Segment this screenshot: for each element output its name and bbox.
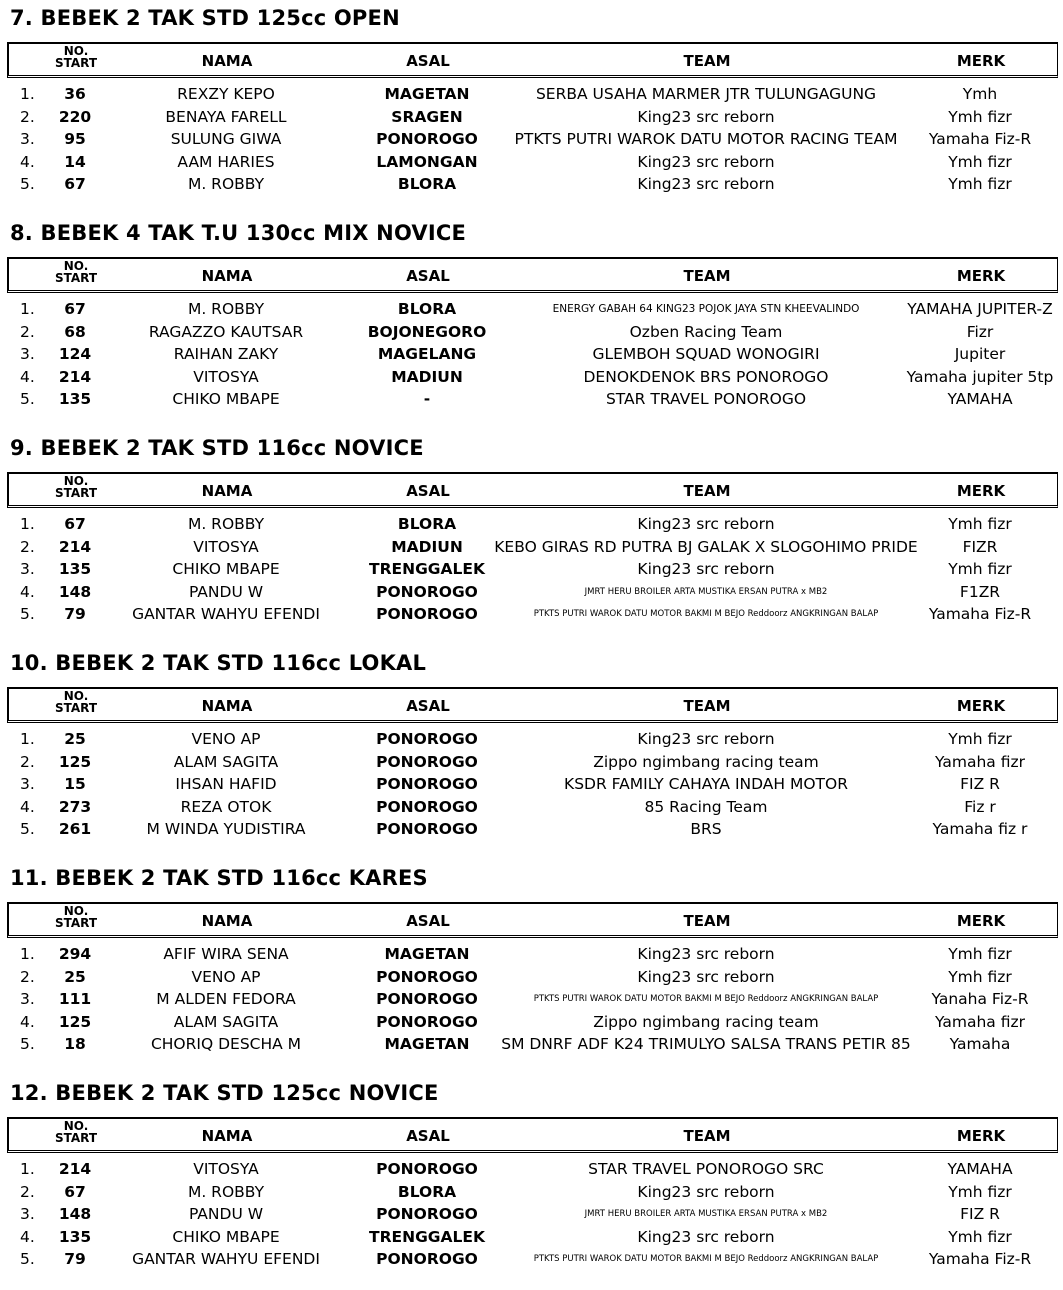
- cell-nama: M. ROBBY: [187, 300, 265, 318]
- table-row: [0, 966, 1063, 988]
- cell-nama: CHIKO MBAPE: [172, 560, 280, 579]
- cell-team: Ozben Racing Team: [629, 322, 783, 341]
- cell-asal: TRENGGALEK: [369, 1227, 485, 1246]
- table-header: [7, 687, 1058, 723]
- cell-nama: REZA OTOK: [180, 797, 272, 816]
- table-row: [0, 558, 1063, 580]
- table-row: [0, 388, 1063, 410]
- header-asal: ASAL: [406, 697, 450, 715]
- row-index: 2.: [20, 967, 35, 986]
- table-row: [0, 151, 1063, 173]
- cell-asal: -: [423, 390, 431, 409]
- header-no-start: NO. START: [54, 474, 98, 500]
- race-class-section: [0, 0, 1063, 215]
- cell-team: 85 Racing Team: [644, 797, 768, 816]
- cell-nama: SULUNG GIWA: [170, 130, 282, 149]
- row-index: 5.: [20, 1035, 35, 1054]
- row-index: 5.: [20, 1250, 35, 1269]
- table-header: [7, 902, 1058, 938]
- cell-team: King23 src reborn: [637, 152, 775, 171]
- cell-no: 111: [58, 990, 92, 1009]
- row-index: 3.: [20, 560, 35, 579]
- cell-team: STAR TRAVEL PONOROGO SRC: [588, 1160, 824, 1178]
- table-row: [0, 1181, 1063, 1203]
- cell-no: 14: [64, 152, 86, 171]
- class-title: 12. BEBEK 2 TAK STD 125cc NOVICE: [10, 1081, 439, 1105]
- row-index: 4.: [20, 367, 35, 386]
- cell-merk: Yanaha Fiz-R: [931, 990, 1029, 1009]
- cell-merk: YAMAHA: [947, 390, 1013, 409]
- cell-no: 273: [58, 797, 92, 816]
- table-row: [0, 581, 1063, 603]
- cell-asal: BLORA: [397, 175, 457, 194]
- cell-merk: Yamaha Fiz-R: [928, 1250, 1032, 1269]
- cell-nama: CHIKO MBAPE: [172, 1227, 280, 1246]
- cell-nama: AAM HARIES: [177, 152, 275, 171]
- cell-team: JMRT HERU BROILER ARTA MUSTIKA ERSAN PUTRA x MB2: [584, 586, 828, 597]
- cell-merk: Yamaha Fiz-R: [928, 605, 1032, 624]
- cell-no: 124: [58, 345, 92, 364]
- cell-no: 79: [64, 1250, 86, 1269]
- row-index: 5.: [20, 175, 35, 194]
- cell-team: King23 src reborn: [637, 967, 775, 986]
- header-nama: NAMA: [201, 52, 253, 70]
- cell-merk: Yamaha jupiter 5tp: [906, 367, 1054, 386]
- cell-team: PTKTS PUTRI WAROK DATU MOTOR BAKMI M BEJO Reddoorz ANGKRINGAN BALAP: [533, 994, 879, 1005]
- cell-asal: MAGETAN: [384, 85, 470, 103]
- table-row: [0, 1203, 1063, 1225]
- row-index: 2.: [20, 752, 35, 771]
- table-header: [7, 1117, 1058, 1153]
- cell-team: KEBO GIRAS RD PUTRA BJ GALAK X SLOGOHIMO PRIDE: [494, 537, 918, 556]
- table-row: [0, 536, 1063, 558]
- class-title: 11. BEBEK 2 TAK STD 116cc KARES: [10, 866, 428, 890]
- class-title: 9. BEBEK 2 TAK STD 116cc NOVICE: [10, 436, 424, 460]
- cell-merk: Yamaha fiz r: [932, 820, 1028, 839]
- cell-asal: SRAGEN: [391, 107, 463, 126]
- cell-no: 67: [64, 175, 86, 194]
- race-class-section: [0, 860, 1063, 1075]
- table-row: [0, 818, 1063, 840]
- cell-merk: FIZ R: [960, 1205, 1000, 1224]
- cell-team: King23 src reborn: [637, 1182, 775, 1201]
- cell-nama: RAIHAN ZAKY: [173, 345, 279, 364]
- cell-asal: PONOROGO: [376, 752, 478, 771]
- cell-asal: LAMONGAN: [376, 152, 478, 171]
- cell-nama: RAGAZZO KAUTSAR: [148, 322, 304, 341]
- header-merk: MERK: [956, 697, 1006, 715]
- cell-asal: PONOROGO: [376, 605, 478, 624]
- cell-nama: VITOSYA: [193, 537, 259, 556]
- cell-no: 25: [64, 967, 86, 986]
- header-no-start: NO. START: [54, 44, 98, 70]
- row-index: 1.: [20, 515, 35, 533]
- cell-team: PTKTS PUTRI WAROK DATU MOTOR BAKMI M BEJO Reddoorz ANGKRINGAN BALAP: [533, 609, 879, 620]
- cell-merk: FIZ R: [960, 775, 1000, 794]
- header-asal: ASAL: [406, 267, 450, 285]
- cell-merk: Fiz r: [964, 797, 996, 816]
- header-no-start: NO. START: [54, 1119, 98, 1145]
- cell-no: 125: [58, 752, 92, 771]
- race-class-section: [0, 215, 1063, 430]
- cell-merk: Ymh fizr: [948, 967, 1012, 986]
- cell-merk: Yamaha Fiz-R: [928, 130, 1032, 149]
- header-merk: MERK: [956, 267, 1006, 285]
- header-merk: MERK: [956, 1127, 1006, 1145]
- race-class-section: [0, 1075, 1063, 1290]
- header-nama: NAMA: [201, 267, 253, 285]
- header-no-start: NO. START: [54, 904, 98, 930]
- cell-nama: REXZY KEPO: [177, 85, 275, 103]
- cell-merk: Yamaha fizr: [935, 752, 1025, 771]
- header-team: TEAM: [683, 482, 731, 500]
- cell-team: KSDR FAMILY CAHAYA INDAH MOTOR: [564, 775, 848, 794]
- race-class-section: [0, 645, 1063, 860]
- cell-no: 148: [58, 582, 92, 601]
- row-index: 1.: [20, 1160, 35, 1178]
- cell-merk: Ymh fizr: [948, 560, 1012, 579]
- table-row: [0, 796, 1063, 818]
- row-index: 5.: [20, 390, 35, 409]
- header-nama: NAMA: [201, 697, 253, 715]
- header-team: TEAM: [683, 912, 731, 930]
- cell-team: King23 src reborn: [637, 730, 775, 748]
- table-row: [0, 603, 1063, 625]
- cell-asal: BOJONEGORO: [367, 322, 487, 341]
- cell-nama: M ALDEN FEDORA: [156, 990, 296, 1009]
- header-team: TEAM: [683, 267, 731, 285]
- cell-asal: TRENGGALEK: [369, 560, 485, 579]
- cell-asal: PONOROGO: [376, 990, 478, 1009]
- table-row: [0, 343, 1063, 365]
- cell-merk: Yamaha: [949, 1035, 1011, 1054]
- cell-no: 68: [64, 322, 86, 341]
- table-row: [0, 298, 1063, 320]
- row-index: 4.: [20, 582, 35, 601]
- header-asal: ASAL: [406, 912, 450, 930]
- class-title: 7. BEBEK 2 TAK STD 125cc OPEN: [10, 6, 400, 30]
- cell-no: 214: [58, 367, 92, 386]
- table-row: [0, 173, 1063, 195]
- cell-asal: MAGETAN: [384, 1035, 470, 1054]
- cell-merk: Yamaha fizr: [935, 1012, 1025, 1031]
- cell-no: 220: [58, 107, 92, 126]
- cell-no: 294: [58, 945, 92, 963]
- cell-merk: Ymh fizr: [948, 152, 1012, 171]
- table-row: [0, 128, 1063, 150]
- table-row: [0, 83, 1063, 105]
- table-row: [0, 943, 1063, 965]
- cell-no: 25: [64, 730, 86, 748]
- cell-asal: PONOROGO: [376, 582, 478, 601]
- cell-team: DENOKDENOK BRS PONOROGO: [583, 367, 829, 386]
- cell-no: 18: [64, 1035, 86, 1054]
- table-row: [0, 366, 1063, 388]
- row-index: 2.: [20, 107, 35, 126]
- cell-team: King23 src reborn: [637, 560, 775, 579]
- header-merk: MERK: [956, 52, 1006, 70]
- cell-merk: F1ZR: [959, 582, 1001, 601]
- cell-merk: Ymh fizr: [948, 175, 1012, 194]
- table-row: [0, 106, 1063, 128]
- cell-nama: VENO AP: [191, 730, 261, 748]
- row-index: 4.: [20, 797, 35, 816]
- cell-team: Zippo ngimbang racing team: [593, 1012, 819, 1031]
- cell-no: 67: [64, 300, 86, 318]
- class-title: 8. BEBEK 4 TAK T.U 130cc MIX NOVICE: [10, 221, 467, 245]
- row-index: 3.: [20, 130, 35, 149]
- row-index: 4.: [20, 1227, 35, 1246]
- table-row: [0, 988, 1063, 1010]
- cell-asal: PONOROGO: [376, 1012, 478, 1031]
- cell-asal: PONOROGO: [376, 797, 478, 816]
- cell-asal: PONOROGO: [376, 1160, 478, 1178]
- cell-nama: GANTAR WAHYU EFENDI: [132, 605, 320, 624]
- cell-nama: ALAM SAGITA: [173, 1012, 279, 1031]
- cell-asal: PONOROGO: [376, 1250, 478, 1269]
- cell-nama: M. ROBBY: [187, 515, 265, 533]
- table-row: [0, 513, 1063, 535]
- cell-asal: PONOROGO: [376, 730, 478, 748]
- row-index: 2.: [20, 1182, 35, 1201]
- cell-no: 214: [58, 1160, 92, 1178]
- cell-team: PTKTS PUTRI WAROK DATU MOTOR RACING TEAM: [514, 130, 898, 149]
- header-asal: ASAL: [406, 482, 450, 500]
- cell-merk: Ymh fizr: [948, 515, 1012, 533]
- row-index: 1.: [20, 945, 35, 963]
- cell-asal: BLORA: [397, 515, 457, 533]
- cell-team: SERBA USAHA MARMER JTR TULUNGAGUNG: [535, 85, 877, 103]
- table-row: [0, 751, 1063, 773]
- row-index: 2.: [20, 322, 35, 341]
- cell-nama: IHSAN HAFID: [175, 775, 277, 794]
- cell-no: 261: [58, 820, 92, 839]
- row-index: 4.: [20, 1012, 35, 1031]
- cell-nama: CHIKO MBAPE: [172, 390, 280, 409]
- cell-asal: PONOROGO: [376, 967, 478, 986]
- cell-nama: ALAM SAGITA: [173, 752, 279, 771]
- header-team: TEAM: [683, 52, 731, 70]
- cell-asal: PONOROGO: [376, 820, 478, 839]
- row-index: 4.: [20, 152, 35, 171]
- cell-nama: BENAYA FARELL: [165, 107, 287, 126]
- cell-team: King23 src reborn: [637, 1227, 775, 1246]
- table-header: [7, 472, 1058, 508]
- cell-merk: Ymh: [962, 85, 998, 103]
- cell-merk: FIZR: [962, 537, 998, 556]
- table-row: [0, 1033, 1063, 1055]
- cell-no: 67: [64, 1182, 86, 1201]
- cell-nama: VENO AP: [191, 967, 261, 986]
- row-index: 5.: [20, 820, 35, 839]
- cell-team: Zippo ngimbang racing team: [593, 752, 819, 771]
- header-merk: MERK: [956, 482, 1006, 500]
- cell-team: King23 src reborn: [637, 945, 775, 963]
- cell-no: 95: [64, 130, 86, 149]
- cell-asal: MAGELANG: [377, 345, 477, 364]
- cell-team: King23 src reborn: [637, 107, 775, 126]
- row-index: 3.: [20, 990, 35, 1009]
- cell-team: King23 src reborn: [637, 175, 775, 194]
- row-index: 3.: [20, 1205, 35, 1224]
- row-index: 2.: [20, 537, 35, 556]
- cell-merk: Ymh fizr: [948, 1227, 1012, 1246]
- cell-merk: YAMAHA: [947, 1160, 1013, 1178]
- cell-asal: PONOROGO: [376, 775, 478, 794]
- cell-no: 36: [64, 85, 86, 103]
- cell-merk: Fizr: [966, 322, 994, 341]
- cell-nama: PANDU W: [188, 582, 264, 601]
- row-index: 1.: [20, 85, 35, 103]
- row-index: 3.: [20, 775, 35, 794]
- header-asal: ASAL: [406, 1127, 450, 1145]
- cell-nama: VITOSYA: [193, 1160, 259, 1178]
- header-nama: NAMA: [201, 482, 253, 500]
- cell-team: SM DNRF ADF K24 TRIMULYO SALSA TRANS PETIR 85: [501, 1035, 911, 1054]
- cell-nama: M WINDA YUDISTIRA: [146, 820, 306, 839]
- cell-no: 135: [58, 1227, 92, 1246]
- cell-no: 135: [58, 390, 92, 409]
- cell-no: 135: [58, 560, 92, 579]
- cell-merk: YAMAHA JUPITER-Z: [907, 300, 1053, 318]
- cell-nama: GANTAR WAHYU EFENDI: [132, 1250, 320, 1269]
- table-row: [0, 321, 1063, 343]
- cell-no: 148: [58, 1205, 92, 1224]
- cell-asal: PONOROGO: [376, 1205, 478, 1224]
- cell-merk: Jupiter: [954, 345, 1006, 364]
- cell-nama: VITOSYA: [193, 367, 259, 386]
- cell-no: 125: [58, 1012, 92, 1031]
- cell-team: ENERGY GABAH 64 KING23 POJOK JAYA STN KHEEVALINDO: [552, 303, 860, 315]
- row-index: 3.: [20, 345, 35, 364]
- table-row: [0, 773, 1063, 795]
- table-header: [7, 42, 1058, 78]
- row-index: 1.: [20, 300, 35, 318]
- race-class-section: [0, 430, 1063, 645]
- cell-nama: CHORIQ DESCHA M: [150, 1035, 302, 1054]
- cell-no: 79: [64, 605, 86, 624]
- cell-merk: Ymh fizr: [948, 945, 1012, 963]
- row-index: 5.: [20, 605, 35, 624]
- cell-nama: M. ROBBY: [187, 175, 265, 194]
- cell-nama: M. ROBBY: [187, 1182, 265, 1201]
- cell-asal: BLORA: [397, 300, 457, 318]
- header-asal: ASAL: [406, 52, 450, 70]
- cell-asal: MADIUN: [391, 537, 463, 556]
- cell-team: BRS: [690, 820, 722, 839]
- cell-asal: BLORA: [397, 1182, 457, 1201]
- table-row: [0, 1011, 1063, 1033]
- header-no-start: NO. START: [54, 259, 98, 285]
- cell-no: 15: [64, 775, 86, 794]
- table-header: [7, 257, 1058, 293]
- cell-merk: Ymh fizr: [948, 1182, 1012, 1201]
- cell-merk: Ymh fizr: [948, 730, 1012, 748]
- cell-team: GLEMBOH SQUAD WONOGIRI: [592, 345, 820, 364]
- cell-nama: AFIF WIRA SENA: [163, 945, 289, 963]
- row-index: 1.: [20, 730, 35, 748]
- cell-team: PTKTS PUTRI WAROK DATU MOTOR BAKMI M BEJO Reddoorz ANGKRINGAN BALAP: [533, 1254, 879, 1265]
- cell-asal: MAGETAN: [384, 945, 470, 963]
- header-nama: NAMA: [201, 912, 253, 930]
- cell-asal: MADIUN: [391, 367, 463, 386]
- table-row: [0, 1226, 1063, 1248]
- header-nama: NAMA: [201, 1127, 253, 1145]
- cell-no: 214: [58, 537, 92, 556]
- header-team: TEAM: [683, 697, 731, 715]
- cell-nama: PANDU W: [188, 1205, 264, 1224]
- cell-asal: PONOROGO: [376, 130, 478, 149]
- cell-no: 67: [64, 515, 86, 533]
- class-title: 10. BEBEK 2 TAK STD 116cc LOKAL: [10, 651, 427, 675]
- header-merk: MERK: [956, 912, 1006, 930]
- cell-merk: Ymh fizr: [948, 107, 1012, 126]
- header-team: TEAM: [683, 1127, 731, 1145]
- table-row: [0, 1158, 1063, 1180]
- table-row: [0, 728, 1063, 750]
- cell-team: King23 src reborn: [637, 515, 775, 533]
- cell-team: JMRT HERU BROILER ARTA MUSTIKA ERSAN PUTRA x MB2: [584, 1209, 828, 1220]
- cell-team: STAR TRAVEL PONOROGO: [605, 390, 807, 409]
- header-no-start: NO. START: [54, 689, 98, 715]
- table-row: [0, 1248, 1063, 1270]
